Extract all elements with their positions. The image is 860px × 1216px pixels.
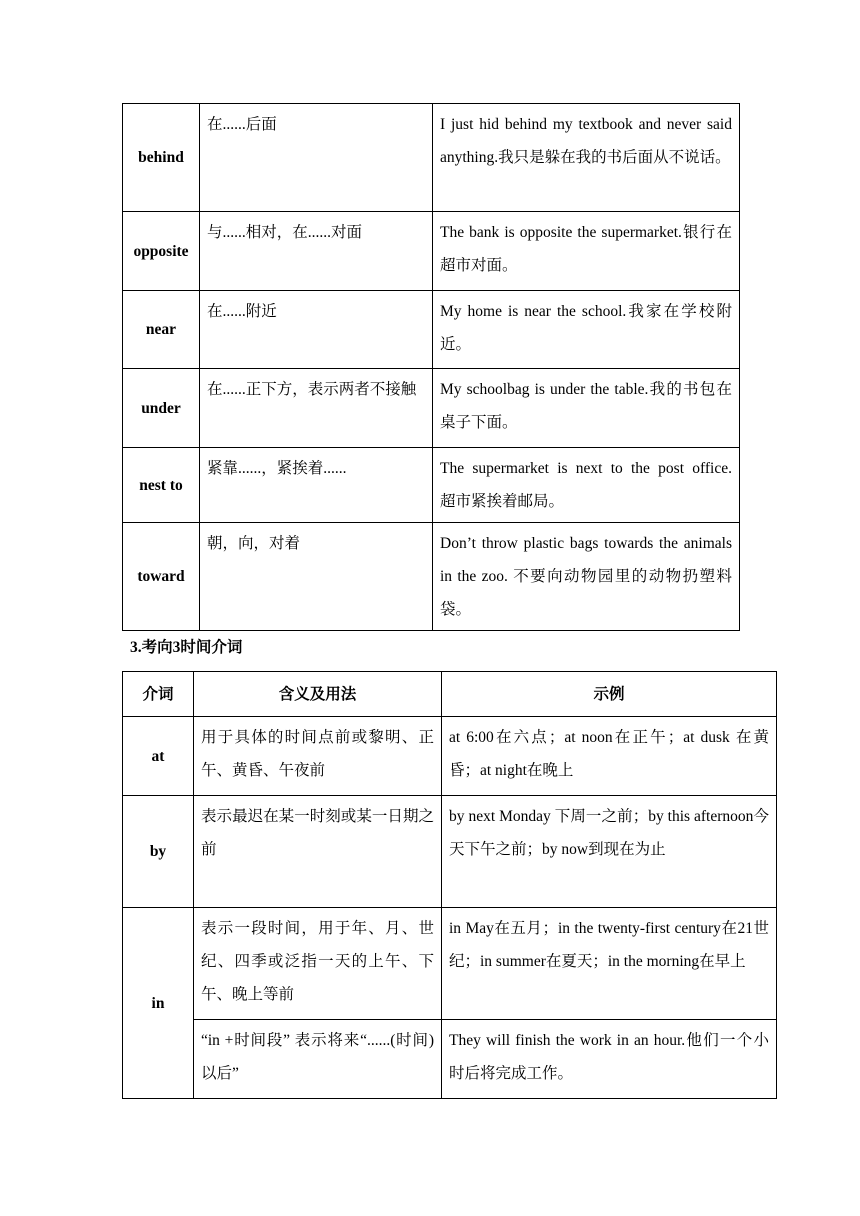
preposition-cell: under <box>123 369 200 448</box>
preposition-cell: toward <box>123 523 200 631</box>
table-row <box>123 448 740 523</box>
table-row <box>123 717 777 796</box>
meaning-cell: 紧靠......，紧挨着...... <box>200 448 433 523</box>
example-cell: The bank is opposite the supermarket.银行在超市对面。 <box>433 212 740 291</box>
table-row <box>123 523 740 631</box>
place-prepositions-table <box>122 103 748 631</box>
meaning-cell: 表示一段时间，用于年、月、世纪、四季或泛指一天的上午、下午、晚上等前 <box>194 908 442 1020</box>
meaning-cell: 与......相对，在......对面 <box>200 212 433 291</box>
example-cell: My schoolbag is under the table.我的书包在桌子下面。 <box>433 369 740 448</box>
example-cell: My home is near the school.我家在学校附近。 <box>433 291 740 369</box>
column-header: 介词 <box>123 672 194 717</box>
meaning-cell: 在......附近 <box>200 291 433 369</box>
table-row <box>123 212 740 291</box>
meaning-cell: 在......正下方，表示两者不接触 <box>200 369 433 448</box>
preposition-cell: behind <box>123 104 200 212</box>
example-cell: The supermarket is next to the post office. 超市紧挨着邮局。 <box>433 448 740 523</box>
column-header: 含义及用法 <box>194 672 442 717</box>
example-cell: in May在五月；in the twenty-first century在21世纪；in summer在夏天；in the morning在早上 <box>442 908 777 1020</box>
preposition-cell: by <box>123 796 194 908</box>
meaning-cell: “in +时间段” 表示将来“......(时间)以后” <box>194 1020 442 1099</box>
section-heading: 3.考向3时间介词 <box>130 639 243 656</box>
meaning-cell: 朝，向，对着 <box>200 523 433 631</box>
table-row <box>123 104 740 212</box>
table-row <box>123 369 740 448</box>
example-cell: They will finish the work in an hour.他们一个小时后将完成工作。 <box>442 1020 777 1099</box>
example-cell: at 6:00在六点；at noon在正午；at dusk 在黄昏；at night在晚上 <box>442 717 777 796</box>
time-prepositions-table <box>122 671 777 1099</box>
meaning-cell: 表示最迟在某一时刻或某一日期之前 <box>194 796 442 908</box>
table-row <box>123 908 777 1020</box>
example-cell: I just hid behind my textbook and never said anything.我只是躲在我的书后面从不说话。 <box>433 104 740 212</box>
table-header-row <box>123 672 777 717</box>
example-cell: Don’t throw plastic bags towards the animals in the zoo. 不要向动物园里的动物扔塑料袋。 <box>433 523 740 631</box>
preposition-cell: at <box>123 717 194 796</box>
preposition-cell: near <box>123 291 200 369</box>
table-row <box>123 796 777 908</box>
meaning-cell: 在......后面 <box>200 104 433 212</box>
meaning-cell: 用于具体的时间点前或黎明、正午、黄昏、午夜前 <box>194 717 442 796</box>
table-row <box>123 291 740 369</box>
preposition-cell: opposite <box>123 212 200 291</box>
preposition-cell: in <box>123 908 194 1099</box>
table-row <box>123 1020 777 1099</box>
preposition-cell: nest to <box>123 448 200 523</box>
column-header: 示例 <box>442 672 777 717</box>
example-cell: by next Monday 下周一之前；by this afternoon今天下午之前；by now到现在为止 <box>442 796 777 908</box>
